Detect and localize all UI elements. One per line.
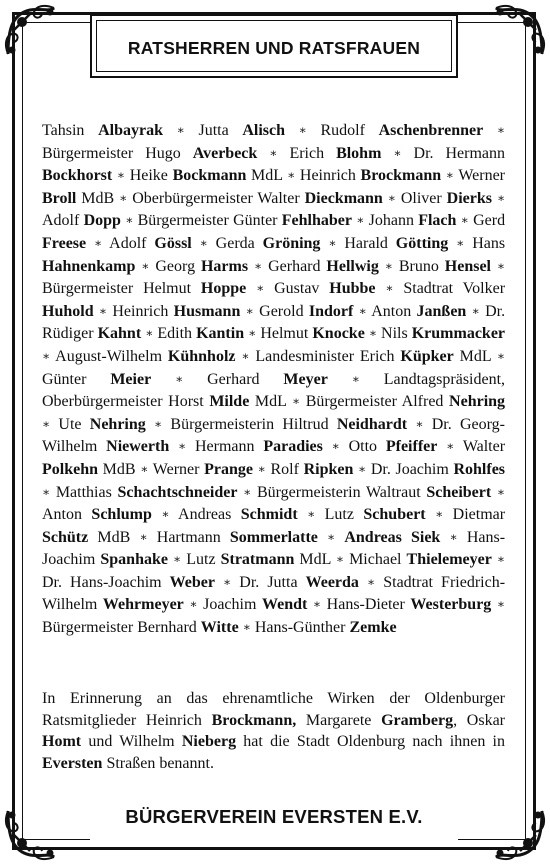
surname: Polkehn xyxy=(42,460,99,478)
surname: Alisch xyxy=(242,122,286,139)
name-text: Hans-Dieter xyxy=(326,596,411,614)
name-text: Landesminister Erich xyxy=(255,347,401,365)
asterisk-separator-icon: ∗ xyxy=(351,371,360,386)
name-entry xyxy=(371,461,505,478)
surname: Ripken xyxy=(303,460,354,478)
asterisk-separator-icon: ∗ xyxy=(496,552,506,567)
name-entry xyxy=(112,303,240,320)
name-entry xyxy=(170,416,407,433)
name-text: Walter xyxy=(462,438,506,456)
surname: Paradies xyxy=(263,438,323,456)
surname: Schmidt xyxy=(240,506,298,524)
name-text: Landtagspräsident, Oberbürgermeister Horst xyxy=(42,370,506,411)
name-entry xyxy=(198,122,285,139)
surname: Hahnenkamp xyxy=(42,257,136,275)
name-text: Dr. Hans-Joachim xyxy=(42,573,170,591)
surname: Harms xyxy=(200,257,249,275)
name-text: Rolf xyxy=(270,460,304,478)
surname: Gramberg xyxy=(381,711,454,729)
asterisk-separator-icon: ∗ xyxy=(254,258,263,273)
surname: Hubbe xyxy=(329,280,376,298)
name-text: Tahsin xyxy=(42,122,99,139)
name-text: Lutz xyxy=(324,506,364,524)
page-title: RATSHERREN UND RATSFRAUEN xyxy=(127,38,421,58)
name-text: Günter xyxy=(42,370,111,388)
surname: Sommerlatte xyxy=(229,528,318,546)
surname: Hoppe xyxy=(200,280,247,298)
asterisk-separator-icon: ∗ xyxy=(393,145,402,160)
surname: Schachtschneider xyxy=(117,483,238,501)
name-entry xyxy=(381,325,505,342)
surname: Kahnt xyxy=(97,325,142,343)
name-text: Gerd xyxy=(473,212,506,230)
name-text: MdL xyxy=(249,393,287,411)
asterisk-separator-icon: ∗ xyxy=(415,416,424,431)
name-text: Michael xyxy=(349,551,407,569)
name-entry xyxy=(257,484,491,501)
surname: Neidhardt xyxy=(336,415,408,433)
asterisk-separator-icon: ∗ xyxy=(243,484,252,499)
asterisk-separator-icon: ∗ xyxy=(145,326,154,341)
name-entry xyxy=(42,506,152,523)
name-entry xyxy=(58,416,145,433)
surname: Bockmann xyxy=(172,167,247,185)
asterisk-separator-icon: ∗ xyxy=(385,281,394,296)
name-entry xyxy=(255,619,397,636)
name-entry xyxy=(369,212,457,229)
name-text: MdL xyxy=(246,167,283,185)
name-text: Dr. Jutta xyxy=(239,573,306,591)
name-entry xyxy=(130,167,283,184)
surname: Husmann xyxy=(173,302,241,320)
name-text: Adolf xyxy=(109,234,155,252)
surname: Indorf xyxy=(308,302,354,320)
surname: Nehring xyxy=(449,393,506,411)
asterisk-separator-icon: ∗ xyxy=(445,168,454,183)
asterisk-separator-icon: ∗ xyxy=(116,168,126,183)
surname: Spanhake xyxy=(100,551,168,569)
asterisk-separator-icon: ∗ xyxy=(242,620,251,635)
asterisk-separator-icon: ∗ xyxy=(496,597,506,612)
corner-ornament-icon xyxy=(0,0,62,62)
name-text: Hermann xyxy=(194,438,264,456)
name-text: Stadtrat Friedrich-Wilhelm xyxy=(42,573,506,614)
name-text: MdL xyxy=(294,551,331,569)
surname: Meier xyxy=(110,370,152,388)
name-entry xyxy=(349,551,492,568)
asterisk-separator-icon: ∗ xyxy=(287,168,296,183)
asterisk-separator-icon: ∗ xyxy=(446,439,455,454)
surname: Krummacker xyxy=(411,325,506,343)
surname: Zemke xyxy=(349,619,397,637)
asterisk-separator-icon: ∗ xyxy=(199,235,208,250)
name-text: hat die Stadt Oldenburg nach ihnen in xyxy=(236,733,505,751)
surname: Westerburg xyxy=(410,596,492,614)
surname: Fehlhaber xyxy=(281,212,352,230)
surname: Bockhorst xyxy=(42,167,113,185)
name-entry xyxy=(157,529,318,546)
name-text: Heike xyxy=(129,167,173,185)
surname: Dierks xyxy=(446,189,492,207)
name-entry xyxy=(42,145,257,162)
asterisk-separator-icon: ∗ xyxy=(328,235,337,250)
name-text: Dr. Hermann xyxy=(413,144,506,162)
asterisk-separator-icon: ∗ xyxy=(98,303,108,318)
asterisk-separator-icon: ∗ xyxy=(449,529,458,544)
name-text: Georg xyxy=(155,257,201,275)
asterisk-separator-icon: ∗ xyxy=(119,190,128,205)
surname: Gössl xyxy=(154,234,192,252)
surname: Blohm xyxy=(336,144,382,162)
name-text: Oliver xyxy=(400,189,447,207)
asterisk-separator-icon: ∗ xyxy=(42,348,51,363)
name-text: Anton xyxy=(42,506,92,524)
asterisk-separator-icon: ∗ xyxy=(496,190,506,205)
asterisk-separator-icon: ∗ xyxy=(139,529,148,544)
asterisk-separator-icon: ∗ xyxy=(245,303,254,318)
name-text: Harald xyxy=(344,234,396,252)
corner-ornament-icon xyxy=(488,0,550,62)
surname: Niewerth xyxy=(106,438,170,456)
name-entry xyxy=(56,484,238,501)
asterisk-separator-icon: ∗ xyxy=(140,461,149,476)
name-entry xyxy=(255,348,491,365)
asterisk-separator-icon: ∗ xyxy=(269,145,278,160)
surname: Broll xyxy=(42,189,77,207)
name-text: Rudolf xyxy=(320,122,379,139)
surname: Kühnholz xyxy=(167,347,236,365)
surname: Wehrmeyer xyxy=(102,596,184,614)
corner-ornament-icon xyxy=(0,803,62,865)
surname: Gröning xyxy=(262,234,321,252)
surname: Scheibert xyxy=(426,483,492,501)
asterisk-separator-icon: ∗ xyxy=(496,348,506,363)
name-entry xyxy=(132,190,383,207)
asterisk-separator-icon: ∗ xyxy=(94,235,103,250)
name-text: MdB xyxy=(98,460,136,478)
name-entry xyxy=(371,303,466,320)
name-entry xyxy=(260,325,364,342)
name-text: Hartmann xyxy=(156,528,230,546)
asterisk-separator-icon: ∗ xyxy=(312,597,322,612)
name-entry xyxy=(42,574,215,591)
name-text: Bürgermeister Alfred xyxy=(305,393,450,411)
name-entry xyxy=(138,212,352,229)
asterisk-separator-icon: ∗ xyxy=(256,281,265,296)
name-text: Hans-Joachim xyxy=(42,528,506,569)
name-entry xyxy=(344,529,440,546)
name-entry xyxy=(259,303,353,320)
name-text: Bürgermeisterin Waltraut xyxy=(256,483,427,501)
name-entry xyxy=(109,235,192,252)
name-entry xyxy=(195,438,323,455)
corner-ornament-icon xyxy=(488,803,550,865)
asterisk-separator-icon: ∗ xyxy=(358,303,367,318)
name-text: Dr. Georg-Wilhelm xyxy=(42,415,505,456)
surname: Küpker xyxy=(400,347,454,365)
surname: Aschenbrenner xyxy=(378,122,484,139)
name-text: Gerold xyxy=(259,302,309,320)
name-text: Bürgermeister Günter xyxy=(137,212,282,230)
asterisk-separator-icon: ∗ xyxy=(358,461,367,476)
name-entry xyxy=(203,596,307,613)
surname: Wendt xyxy=(262,596,308,614)
surname: Dopp xyxy=(83,212,121,230)
asterisk-separator-icon: ∗ xyxy=(178,439,187,454)
surname: Milde xyxy=(209,393,250,411)
name-text: Heinrich xyxy=(112,302,174,320)
name-text: Heinrich xyxy=(299,167,361,185)
name-entry xyxy=(274,280,375,297)
name-entry xyxy=(153,461,253,478)
name-text: Helmut xyxy=(260,325,313,343)
surname: Thielemeyer xyxy=(406,551,492,569)
surname: Flach xyxy=(418,212,457,230)
surname: Brockmann, xyxy=(211,711,297,729)
name-text: Anton xyxy=(371,302,417,320)
name-text: Dr. Rüdiger xyxy=(42,302,506,343)
asterisk-separator-icon: ∗ xyxy=(456,235,465,250)
name-text: Otto xyxy=(348,438,386,456)
name-text: Jutta xyxy=(198,122,243,139)
asterisk-separator-icon: ∗ xyxy=(387,190,396,205)
footer-box xyxy=(90,792,458,842)
surname: Nieberg xyxy=(181,733,237,751)
names-list xyxy=(42,120,505,640)
title-box xyxy=(90,14,458,78)
name-text: Adolf xyxy=(42,212,84,230)
surname: Hellwig xyxy=(326,257,379,275)
asterisk-separator-icon: ∗ xyxy=(356,213,365,228)
name-text: Oberbürgermeister Walter xyxy=(132,189,305,207)
name-text: Matthias xyxy=(55,483,118,501)
name-entry xyxy=(289,145,381,162)
name-text: Margarete xyxy=(296,711,382,729)
asterisk-separator-icon: ∗ xyxy=(241,348,250,363)
name-text: Gerhard xyxy=(268,257,327,275)
asterisk-separator-icon: ∗ xyxy=(291,394,301,409)
name-text: Nils xyxy=(381,325,412,343)
name-entry xyxy=(320,122,483,139)
asterisk-separator-icon: ∗ xyxy=(175,371,184,386)
surname: Schütz xyxy=(42,528,89,546)
name-entry xyxy=(268,258,379,275)
name-entry xyxy=(42,122,163,139)
name-entry xyxy=(207,371,328,388)
asterisk-separator-icon: ∗ xyxy=(307,507,316,522)
name-text: Bürgermeister Hugo xyxy=(42,144,193,162)
surname: Homt xyxy=(42,733,82,751)
name-text: Bürgermeister Bernhard xyxy=(42,619,201,637)
surname: Witte xyxy=(200,619,239,637)
asterisk-separator-icon: ∗ xyxy=(42,416,51,431)
name-text: Stadtrat Volker xyxy=(403,280,506,298)
name-text: Werner xyxy=(458,167,506,185)
surname: Prange xyxy=(204,460,253,478)
asterisk-separator-icon: ∗ xyxy=(496,484,506,499)
surname: Pfeiffer xyxy=(385,438,438,456)
name-entry xyxy=(401,190,492,207)
name-entry xyxy=(306,393,505,410)
name-entry xyxy=(42,280,246,297)
name-entry xyxy=(344,235,448,252)
name-text: Ute xyxy=(58,415,90,433)
surname: Rohlfes xyxy=(453,460,506,478)
asterisk-separator-icon: ∗ xyxy=(471,303,480,318)
name-text: Dietmar xyxy=(452,506,506,524)
name-entry xyxy=(399,258,491,275)
surname: Hensel xyxy=(444,257,491,275)
surname: Kantin xyxy=(196,325,245,343)
asterisk-separator-icon: ∗ xyxy=(435,507,444,522)
name-text: MdB xyxy=(88,528,131,546)
name-text: MdB xyxy=(76,189,115,207)
name-entry xyxy=(42,212,121,229)
surname: Freese xyxy=(42,234,87,252)
asterisk-separator-icon: ∗ xyxy=(42,484,51,499)
name-text: Johann xyxy=(368,212,419,230)
name-entry xyxy=(216,235,321,252)
name-text: August-Wilhelm xyxy=(55,347,168,365)
name-entry xyxy=(300,167,441,184)
name-text: Hans-Günther xyxy=(254,619,350,637)
asterisk-separator-icon: ∗ xyxy=(298,123,307,137)
name-text: Lutz xyxy=(186,551,221,569)
asterisk-separator-icon: ∗ xyxy=(248,326,257,341)
asterisk-separator-icon: ∗ xyxy=(367,574,376,589)
asterisk-separator-icon: ∗ xyxy=(125,213,134,228)
surname: Janßen xyxy=(416,302,467,320)
name-text: Gerhard xyxy=(207,370,284,388)
name-entry xyxy=(55,348,235,365)
asterisk-separator-icon: ∗ xyxy=(331,439,340,454)
name-text: Werner xyxy=(152,460,205,478)
name-text: Joachim xyxy=(203,596,262,614)
asterisk-separator-icon: ∗ xyxy=(161,507,170,522)
name-text: , Oskar xyxy=(453,711,505,729)
asterisk-separator-icon: ∗ xyxy=(327,529,336,544)
name-entry xyxy=(349,438,438,455)
surname: Götting xyxy=(395,234,449,252)
name-entry xyxy=(155,258,248,275)
surname: Eversten xyxy=(42,754,103,772)
name-entry xyxy=(327,596,492,613)
surname: Stratmann xyxy=(220,551,295,569)
name-text: MdL xyxy=(453,347,491,365)
surname: Huhold xyxy=(42,302,94,320)
asterisk-separator-icon: ∗ xyxy=(189,597,198,612)
asterisk-separator-icon: ∗ xyxy=(368,326,377,341)
name-text: Andreas xyxy=(178,506,241,524)
surname: Nehring xyxy=(89,415,146,433)
surname: Averbeck xyxy=(192,144,258,162)
name-text: Erich xyxy=(289,144,337,162)
memorial-paragraph xyxy=(42,688,505,774)
asterisk-separator-icon: ∗ xyxy=(335,552,345,567)
asterisk-separator-icon: ∗ xyxy=(384,258,393,273)
name-text: Gustav xyxy=(274,280,330,298)
asterisk-separator-icon: ∗ xyxy=(496,123,505,137)
name-text: In Erinnerung an das ehrenamtliche Wirken der Oldenburger Ratsmitglieder Heinrich xyxy=(42,690,505,729)
name-text: Bürgermeister Helmut xyxy=(42,280,201,298)
name-text: Dr. Joachim xyxy=(370,460,454,478)
name-text: Bruno xyxy=(398,257,445,275)
asterisk-separator-icon: ∗ xyxy=(154,416,163,431)
name-text: und Wilhelm xyxy=(81,733,182,751)
asterisk-separator-icon: ∗ xyxy=(176,123,185,137)
name-entry xyxy=(270,461,353,478)
surname: Meyer xyxy=(283,370,328,388)
surname: Albayrak xyxy=(98,122,163,139)
asterisk-separator-icon: ∗ xyxy=(141,258,150,273)
asterisk-separator-icon: ∗ xyxy=(257,461,266,476)
name-text: Bürgermeisterin Hiltrud xyxy=(170,415,337,433)
name-entry xyxy=(325,506,426,523)
asterisk-separator-icon: ∗ xyxy=(173,552,182,567)
name-text: Hans xyxy=(472,234,506,252)
name-text: Gerda xyxy=(215,234,263,252)
name-text: Straßen benannt. xyxy=(102,754,214,772)
name-entry xyxy=(239,574,359,591)
surname: Dieckmann xyxy=(304,189,383,207)
name-text: Edith xyxy=(157,325,197,343)
surname: Knocke xyxy=(312,325,365,343)
name-entry xyxy=(186,551,331,568)
surname: Schlump xyxy=(91,506,152,524)
asterisk-separator-icon: ∗ xyxy=(496,258,506,273)
name-entry xyxy=(42,371,151,388)
surname: Andreas Siek xyxy=(344,528,441,546)
footer-title: BÜRGERVEREIN EVERSTEN E.V. xyxy=(125,806,423,827)
name-entry xyxy=(42,619,239,636)
asterisk-separator-icon: ∗ xyxy=(460,213,469,228)
name-entry xyxy=(157,325,244,342)
surname: Brockmann xyxy=(360,167,442,185)
surname: Weber xyxy=(169,573,215,591)
surname: Schubert xyxy=(363,506,426,524)
surname: Weerda xyxy=(305,573,359,591)
asterisk-separator-icon: ∗ xyxy=(223,574,232,589)
name-entry xyxy=(178,506,298,523)
